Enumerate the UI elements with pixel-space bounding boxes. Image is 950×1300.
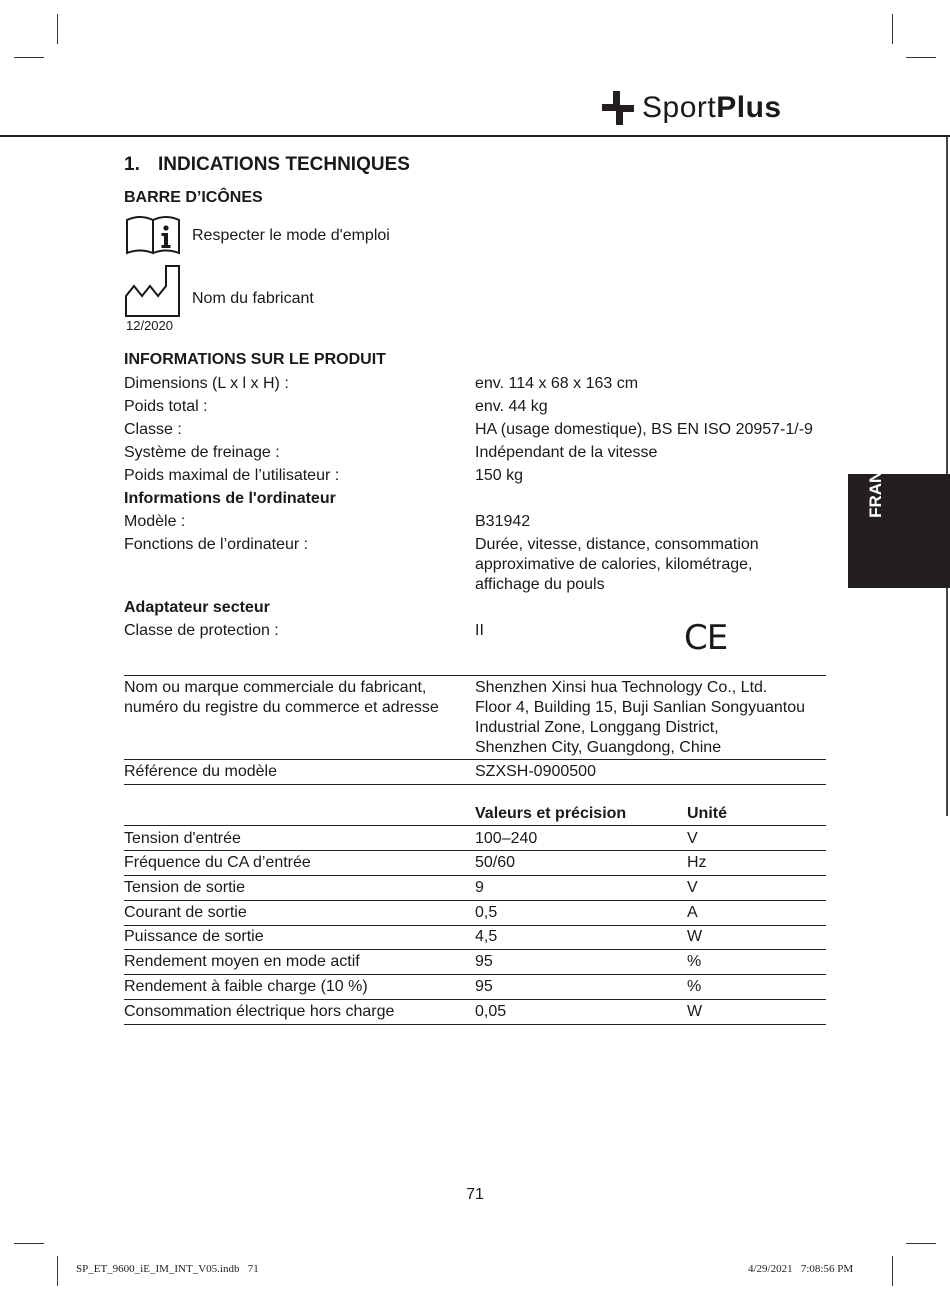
manufacturer-value-line: Floor 4, Building 15, Buji Sanlian Songyuantou <box>475 699 805 716</box>
spec-key: Poids maximal de l’utilisateur : <box>124 467 340 484</box>
crop-mark <box>57 14 58 44</box>
table-rule <box>124 900 826 901</box>
brand-name-bold: Plus <box>716 91 782 124</box>
product-info-heading: INFORMATIONS SUR LE PRODUIT <box>124 351 386 368</box>
spec-value: env. 44 kg <box>475 398 548 415</box>
manufacturer-label-line: numéro du registre du commerce et adresse <box>124 699 439 716</box>
spec-key: Classe : <box>124 421 182 438</box>
brand-name <box>642 91 782 125</box>
language-tab <box>848 430 950 588</box>
manufacturer-value-line: Shenzhen Xinsi hua Technology Co., Ltd. <box>475 679 768 696</box>
spec-value <box>475 535 825 595</box>
spec-value-line: affichage du pouls <box>475 576 605 593</box>
table-cell: Tension de sortie <box>124 879 245 896</box>
table-rule <box>124 875 826 876</box>
spec-value: env. 114 x 68 x 163 cm <box>475 375 639 392</box>
table-rule <box>124 784 826 785</box>
table-cell: W <box>687 928 703 945</box>
column-header: Unité <box>687 805 727 822</box>
spec-key: Classe de protection : <box>124 622 279 639</box>
table-cell: 0,05 <box>475 1003 507 1020</box>
table-cell: 95 <box>475 978 493 995</box>
table-cell: 4,5 <box>475 928 498 945</box>
table-cell: V <box>687 830 698 847</box>
manufacturer-label <box>124 678 439 718</box>
adapter-heading-text: Adaptateur secteur <box>124 599 270 616</box>
spec-key: Système de freinage : <box>124 444 280 461</box>
footer-filename: SP_ET_9600_iE_IM_INT_V05.indb 71 <box>76 1263 259 1275</box>
crop-mark <box>14 57 44 58</box>
crop-mark <box>892 14 893 44</box>
crop-mark <box>906 57 936 58</box>
table-rule <box>124 825 826 826</box>
spec-value-line: approximative de calories, kilométrage, <box>475 556 753 573</box>
footer-timestamp: 4/29/2021 7:08:56 PM <box>748 1263 854 1275</box>
table-cell: 95 <box>475 953 493 970</box>
spec-value: 150 kg <box>475 467 524 484</box>
table-cell: Rendement moyen en mode actif <box>124 953 360 970</box>
table-cell: Fréquence du CA d’entrée <box>124 854 311 871</box>
brand-name-regular: Sport <box>642 91 717 124</box>
table-rule <box>124 949 826 950</box>
table-rule <box>124 759 826 760</box>
table-cell: 9 <box>475 879 484 896</box>
spec-key: Fonctions de l’ordinateur : <box>124 536 309 553</box>
spec-key: Modèle : <box>124 513 186 530</box>
spec-key: Dimensions (L x l x H) : <box>124 375 289 392</box>
table-cell: Tension d'entrée <box>124 830 241 847</box>
table-cell: 100–240 <box>475 830 538 847</box>
language-tab-label: FRANÇAIS <box>866 430 885 518</box>
table-cell: 0,5 <box>475 904 498 921</box>
crop-mark <box>906 1243 936 1244</box>
manufacturer-label-line: Nom ou marque commerciale du fabricant, <box>124 679 427 696</box>
table-rule <box>124 925 826 926</box>
sportplus-cross-icon <box>600 89 636 127</box>
section-title-text: INDICATIONS TECHNIQUES <box>158 154 410 175</box>
spec-value: Indépendant de la vitesse <box>475 444 658 461</box>
header-rule <box>0 135 950 137</box>
computer-info-heading-text: Informations de l'ordinateur <box>124 490 336 507</box>
manual-icon-label: Respecter le mode d'emploi <box>192 227 390 244</box>
table-cell: Puissance de sortie <box>124 928 264 945</box>
manufacturer-icon-label: Nom du fabricant <box>192 290 314 307</box>
crop-mark <box>14 1243 44 1244</box>
table-rule <box>124 675 826 676</box>
table-cell: 50/60 <box>475 854 516 871</box>
table-cell: Consommation électrique hors charge <box>124 1003 395 1020</box>
spec-value-line: Durée, vitesse, distance, consommation <box>475 536 759 553</box>
column-header: Valeurs et précision <box>475 805 627 822</box>
spec-value: B31942 <box>475 513 531 530</box>
spec-value: II <box>475 622 484 639</box>
table-cell: Hz <box>687 854 707 871</box>
manufacturer-value <box>475 678 805 758</box>
table-rule <box>124 974 826 975</box>
manufacturer-factory-icon <box>124 264 182 323</box>
table-rule <box>124 999 826 1000</box>
manual-info-icon <box>124 212 182 261</box>
table-cell: A <box>687 904 698 921</box>
table-cell: % <box>687 953 702 970</box>
page-number: 71 <box>466 1186 484 1203</box>
table-cell: Courant de sortie <box>124 904 247 921</box>
spec-key: Poids total : <box>124 398 208 415</box>
manufacturer-value-line: Shenzhen City, Guangdong, Chine <box>475 739 722 756</box>
table-cell: % <box>687 978 702 995</box>
table-rule <box>124 1024 826 1025</box>
manufacturer-value-line: Industrial Zone, Longgang District, <box>475 719 719 736</box>
section-title <box>124 154 410 176</box>
ce-mark: CE <box>684 618 728 658</box>
sportplus-logo <box>600 88 782 128</box>
section-number: 1. <box>124 154 140 175</box>
table-cell: W <box>687 1003 703 1020</box>
icon-bar-heading: BARRE D’ICÔNES <box>124 189 263 206</box>
crop-mark <box>892 1256 893 1286</box>
table-cell: V <box>687 879 698 896</box>
table-rule <box>124 850 826 851</box>
manufacture-date: 12/2020 <box>126 318 173 333</box>
spec-value: HA (usage domestique), BS EN ISO 20957-1/-9 <box>475 421 813 438</box>
model-ref-label: Référence du modèle <box>124 763 277 780</box>
crop-mark <box>57 1256 58 1286</box>
table-cell: Rendement à faible charge (10 %) <box>124 978 368 995</box>
model-ref-value: SZXSH-0900500 <box>475 763 596 780</box>
